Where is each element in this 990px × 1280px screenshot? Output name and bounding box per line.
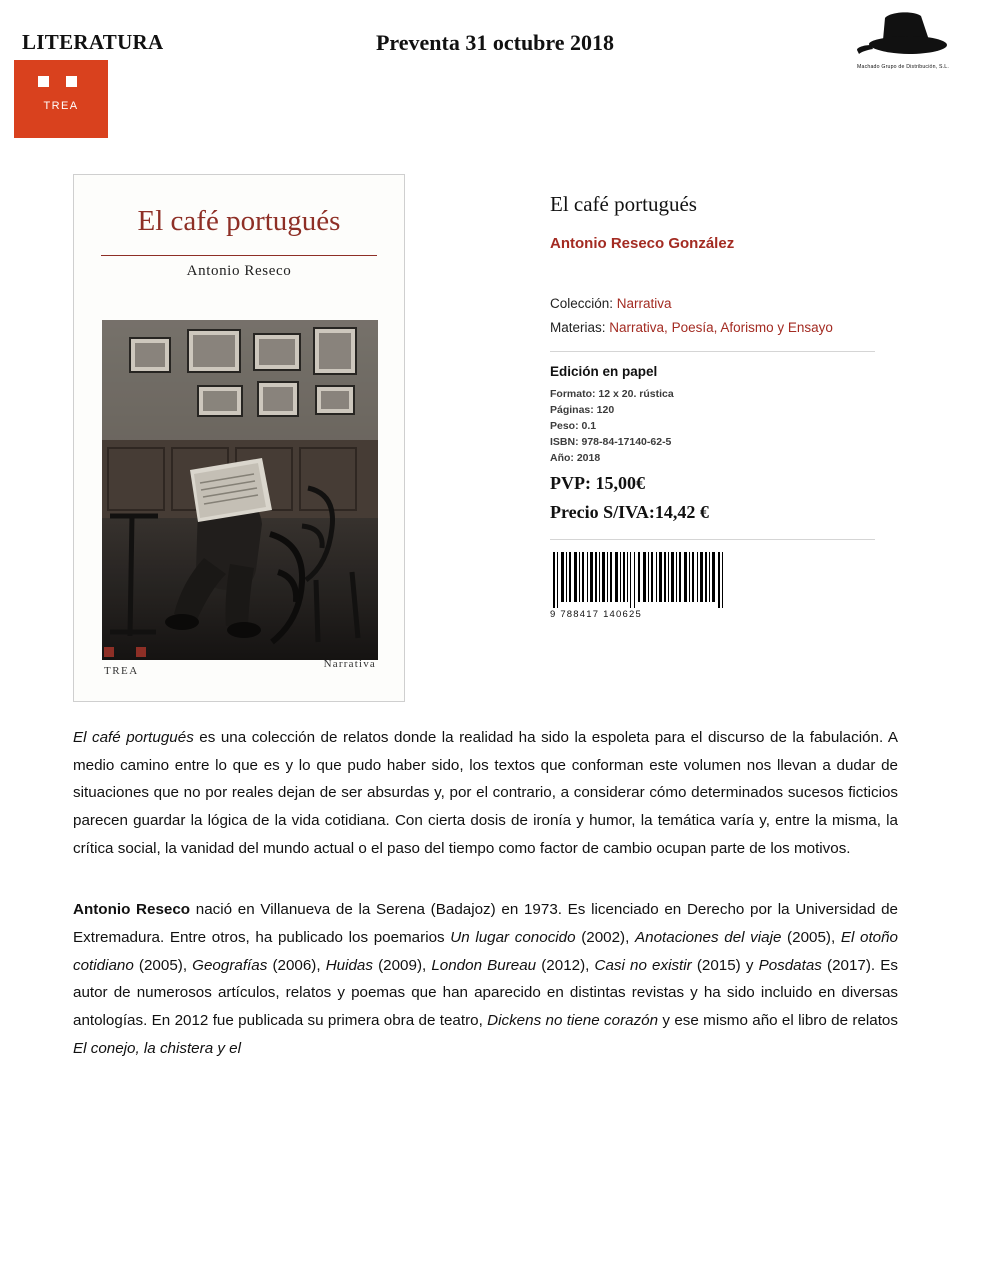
- page-title: Preventa 31 octubre 2018: [375, 30, 615, 55]
- logo-wordmark: TREA: [43, 100, 79, 112]
- body-text: [73, 724, 898, 1096]
- biography-year-6: (2012),: [536, 956, 595, 974]
- biography-year-7: (2015) y: [691, 956, 759, 974]
- cover-title: El café portugués: [137, 205, 341, 237]
- info-divider-bottom: [550, 539, 875, 540]
- spec-weight: Peso: 0.1: [550, 420, 597, 433]
- spec-format: Formato: 12 x 20. rústica: [550, 388, 674, 401]
- price-pvp: PVP: 15,00€: [550, 473, 645, 494]
- spec-isbn: ISBN: 978-84-17140-62-5: [550, 436, 672, 449]
- spec-pages: Páginas: 120: [550, 404, 615, 417]
- subjects-label: Materias:: [550, 320, 606, 336]
- biography-year-4: (2006),: [267, 956, 326, 974]
- biography-work-8: Posdatas: [758, 956, 822, 974]
- biography-year-2: (2005),: [781, 928, 841, 946]
- subjects-row: [550, 320, 895, 335]
- book-author: Antonio Reseco González: [550, 235, 735, 253]
- cafe-photo-illustration: [102, 320, 378, 660]
- book-cover: [73, 174, 405, 702]
- cover-author: Antonio Reseco: [186, 263, 292, 279]
- category-label: LITERATURA: [22, 30, 164, 54]
- biography-year-5: (2009),: [372, 956, 432, 974]
- cover-imprint: TREA: [104, 665, 139, 677]
- biography-year-8: (2017). Es autor de numerosos artículos, relatos y poemas que han aparecido en distintas revistas y ha sido incluido en diversas antologías. En 2012 fue publicada su primera obra de teatro,: [73, 956, 898, 1029]
- logo-square-left: [38, 76, 49, 87]
- description-title: El café portugués: [73, 729, 194, 746]
- publisher-logo: [838, 10, 968, 70]
- cover-collection: Narrativa: [323, 658, 376, 670]
- barcode-lines: [550, 552, 730, 608]
- biography-work-1: Un lugar conocido: [450, 928, 576, 946]
- price-without-vat: Precio S/IVA:14,42 €: [550, 502, 709, 523]
- info-divider-top: [550, 351, 875, 352]
- biography-author: Antonio Reseco: [73, 901, 191, 919]
- collection-label: Colección:: [550, 296, 614, 312]
- biography-work-10: El conejo, la chistera y el: [73, 1039, 241, 1057]
- cover-mark-square-right: [136, 647, 146, 657]
- biography-work-7: Casi no existir: [594, 956, 692, 974]
- book-info-panel: [550, 192, 895, 620]
- biography-part2: y ese mismo año el libro de relatos: [658, 1011, 898, 1029]
- description-paragraph: [73, 724, 898, 862]
- book-title: El café portugués: [550, 192, 697, 216]
- biography-work-2: Anotaciones del viaje: [635, 928, 782, 946]
- trea-imprint-logo: [14, 60, 108, 138]
- barcode-digits: 9 788417 140625: [550, 609, 642, 621]
- biography-work-9: Dickens no tiene corazón: [487, 1011, 659, 1029]
- biography-year-3: (2005),: [133, 956, 193, 974]
- barcode: [550, 552, 730, 620]
- biography-work-4: Geografías: [192, 956, 268, 974]
- description-body: es una colección de relatos donde la realidad ha sido la espoleta para el discurso de la fabulación. A medio camino entre lo que es y lo que pudo haber sido, los textos que conforman este volumen nos llevan a dudar de situaciones que no por reales dejan de ser absurdas y, por el contrario, a considerar cómo determinados sucesos ficticios parecen guardar la lógica de la vida cotidiana. Con cierta dosis de ironía y humor, la temática varía y, entre la misma, la crítica social, la vanidad del mundo actual o el paso del tiempo como factor de cambio ocupan parte de los motivos.: [73, 729, 899, 857]
- page-header: [0, 24, 990, 94]
- cover-divider: [101, 255, 377, 256]
- top-hat-icon: [855, 10, 951, 62]
- edition-heading: Edición en papel: [550, 364, 658, 380]
- subjects-value[interactable]: Narrativa, Poesía, Aforismo y Ensayo: [609, 320, 833, 336]
- spec-year: Año: 2018: [550, 452, 601, 465]
- biography-work-3: El otoño cotidiano: [73, 928, 899, 974]
- biography-work-6: London Bureau: [431, 956, 537, 974]
- biography-paragraph: [73, 896, 898, 1062]
- collection-row: [550, 296, 895, 311]
- biography-part1: nació en Villanueva de la Serena (Badajoz) en 1973. Es licenciado en Derecho por la Universidad de Extremadura. Entre otros, ha publicado los poemarios: [73, 901, 899, 946]
- cover-mark-square-left: [104, 647, 114, 657]
- biography-work-5: Huidas: [325, 956, 373, 974]
- cover-photo: [102, 320, 378, 660]
- biography-year-1: (2002),: [575, 928, 635, 946]
- publisher-logo-caption: Machado Grupo de Distribución, S.L.: [856, 64, 950, 70]
- collection-value[interactable]: Narrativa: [616, 296, 672, 312]
- logo-square-right: [66, 76, 77, 87]
